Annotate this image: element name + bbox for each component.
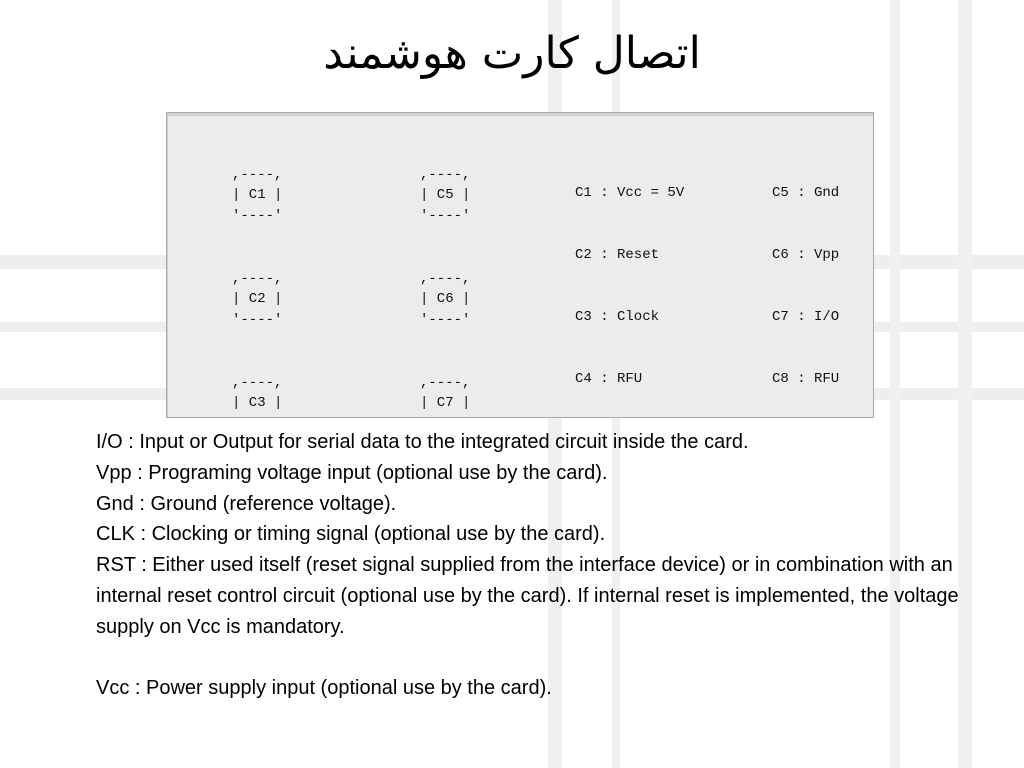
right-contact-column xyxy=(420,123,470,418)
io-description: I/O : Input or Output for serial data to the integrated circuit inside the card. xyxy=(96,431,749,453)
clk-description: CLK : Clocking or timing signal (optional use by the card). xyxy=(96,523,606,546)
panel-edge xyxy=(167,113,873,116)
pin-description xyxy=(96,427,976,704)
vcc-description: Vcc : Power supply input (optional use by the card). xyxy=(96,677,552,700)
contact-c5: ,----, | C5 | '----' xyxy=(420,166,471,225)
legend-item: C2 : Reset xyxy=(575,246,660,263)
gnd-description: Gnd : Ground (reference voltage). xyxy=(96,492,397,515)
legend-item: C7 : I/O xyxy=(772,308,840,325)
legend-item: C5 : Gnd xyxy=(772,185,840,202)
spacer xyxy=(96,643,976,674)
contact-c1: ,----, | C1 | '----' xyxy=(232,166,283,225)
legend-item: C4 : RFU xyxy=(575,370,643,387)
contact-pin-diagram xyxy=(166,112,874,418)
vpp-description: Vpp : Programing voltage input (optional use by the card). xyxy=(96,461,608,484)
legend-right xyxy=(772,142,839,418)
contact-c6: ,----, | C6 | '----' xyxy=(420,270,471,329)
legend-item: C8 : RFU xyxy=(772,370,840,387)
legend-item: C3 : Clock xyxy=(575,308,660,325)
legend-item: C6 : Vpp xyxy=(772,246,840,263)
slide-title: اتصال کارت هوشمند xyxy=(323,28,701,79)
contact-c7: ,----, | C7 | xyxy=(420,374,471,412)
contact-c3: ,----, | C3 | xyxy=(232,374,283,412)
contact-c2: ,----, | C2 | '----' xyxy=(232,270,283,329)
rst-description: RST : Either used itself (reset signal supplied from the interface device) or in combination with an internal reset control circuit (optional use by the card). If internal reset is implemented, the voltage supply on Vcc is mandatory. xyxy=(96,554,959,638)
left-contact-column xyxy=(232,123,282,418)
legend-left xyxy=(575,142,684,418)
legend-item: C1 : Vcc = 5V xyxy=(575,185,685,202)
